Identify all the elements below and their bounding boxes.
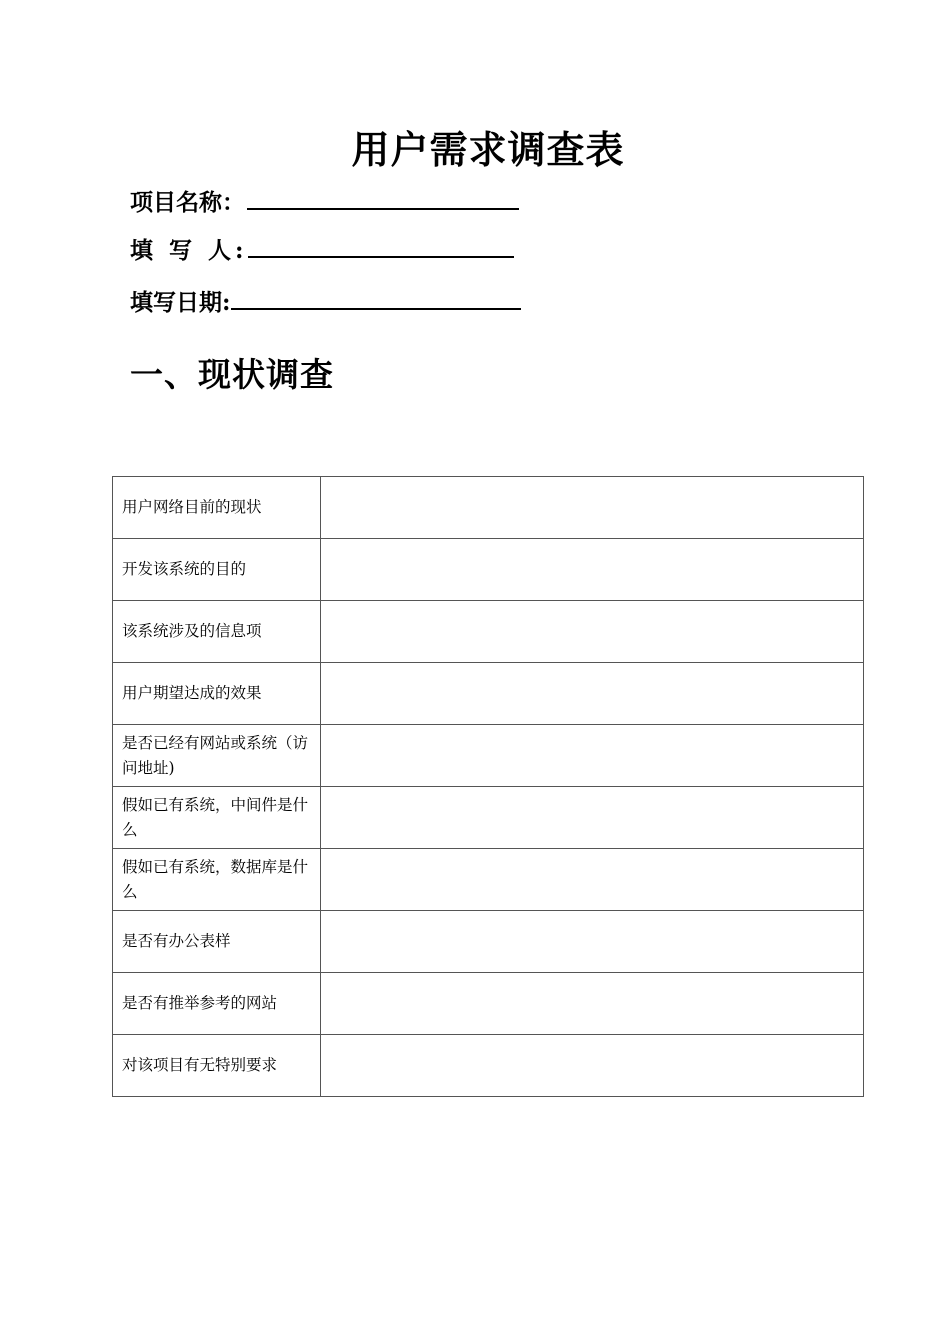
writer-blank[interactable] [248, 232, 514, 258]
answer-cell[interactable] [321, 477, 864, 539]
question-cell: 是否有推举参考的网站 [113, 973, 321, 1035]
question-cell: 用户网络目前的现状 [113, 477, 321, 539]
project-name-field [130, 184, 519, 219]
date-label: 填写日期: [130, 289, 231, 316]
question-cell: 对该项目有无特别要求 [113, 1035, 321, 1097]
section-title: 一、现状调查 [130, 355, 334, 394]
document-title: 用户需求调查表 [351, 127, 625, 172]
table-row [113, 973, 864, 1035]
answer-cell[interactable] [321, 1035, 864, 1097]
table-row [113, 539, 864, 601]
question-cell: 是否有办公表样 [113, 911, 321, 973]
answer-cell[interactable] [321, 787, 864, 849]
date-field [130, 284, 521, 319]
answer-cell[interactable] [321, 725, 864, 787]
answer-cell[interactable] [321, 663, 864, 725]
table-row [113, 911, 864, 973]
question-cell: 假如已有系统，数据库是什么 [113, 849, 321, 911]
question-cell: 该系统涉及的信息项 [113, 601, 321, 663]
question-cell: 假如已有系统，中间件是什么 [113, 787, 321, 849]
table-row [113, 849, 864, 911]
project-name-label: 项目名称： [130, 189, 245, 216]
question-cell: 开发该系统的目的 [113, 539, 321, 601]
table-row [113, 477, 864, 539]
answer-cell[interactable] [321, 601, 864, 663]
question-cell: 用户期望达成的效果 [113, 663, 321, 725]
table-row [113, 1035, 864, 1097]
table-row [113, 601, 864, 663]
answer-cell[interactable] [321, 973, 864, 1035]
project-name-blank[interactable] [247, 184, 519, 210]
writer-field [130, 232, 514, 267]
table-row [113, 787, 864, 849]
survey-table [112, 476, 864, 1097]
answer-cell[interactable] [321, 849, 864, 911]
writer-label: 填 写 人: [130, 237, 248, 264]
table-row [113, 725, 864, 787]
answer-cell[interactable] [321, 539, 864, 601]
date-blank[interactable] [231, 284, 521, 310]
question-cell: 是否已经有网站或系统（访问地址) [113, 725, 321, 787]
answer-cell[interactable] [321, 911, 864, 973]
table-row [113, 663, 864, 725]
